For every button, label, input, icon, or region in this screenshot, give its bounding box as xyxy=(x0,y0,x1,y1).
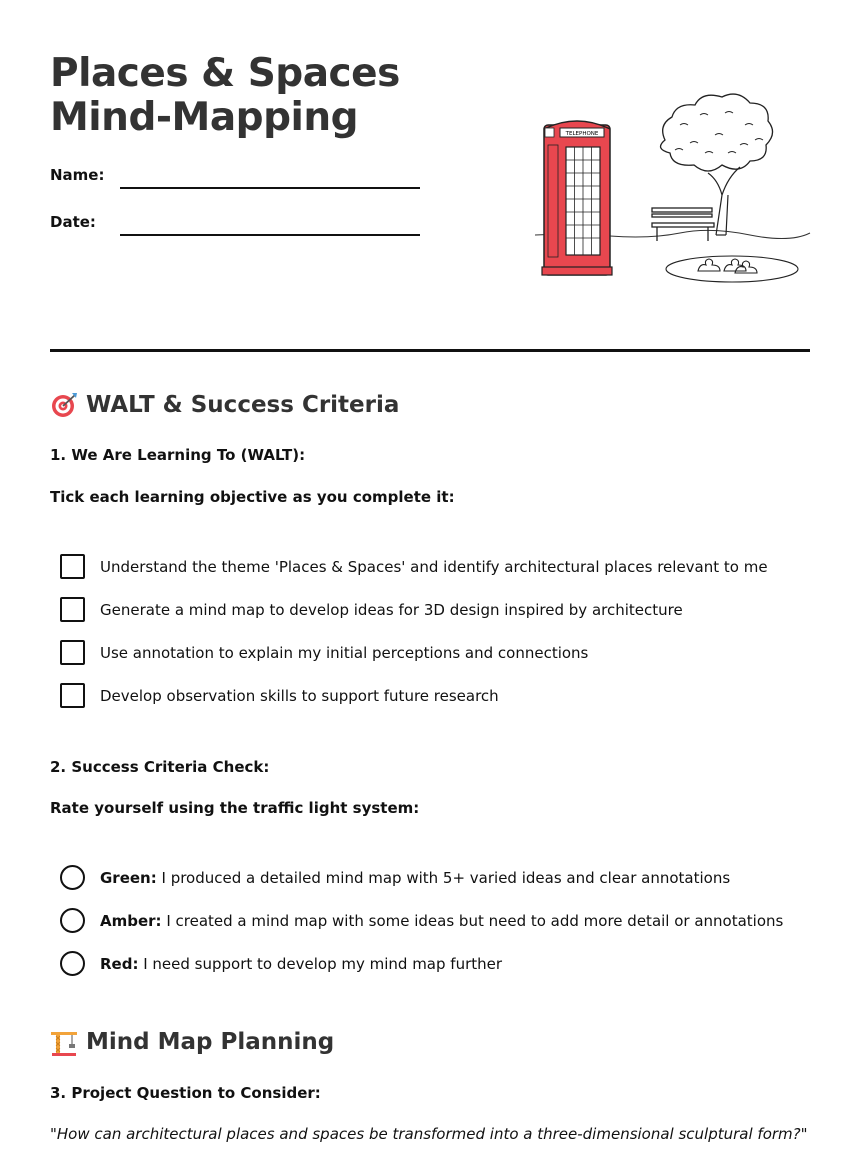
pond-icon xyxy=(666,256,798,282)
project-question-text: "How can architectural places and spaces be transformed into a three-dimensional sculptural form?" xyxy=(50,1125,808,1143)
rating-amber xyxy=(60,908,783,933)
objective-text: Use annotation to explain my initial perceptions and connections xyxy=(100,643,589,662)
date-input-line[interactable] xyxy=(120,234,420,236)
name-input-line[interactable] xyxy=(120,187,420,189)
objective-checkbox[interactable] xyxy=(60,597,85,622)
target-icon xyxy=(50,391,78,419)
rating-key: Green: xyxy=(100,868,157,887)
walt-instruction: Tick each learning objective as you complete it: xyxy=(50,488,455,506)
rating-green xyxy=(60,865,730,890)
name-field xyxy=(50,166,104,184)
telephone-booth-park-illustration xyxy=(530,85,815,290)
objective-checkbox[interactable] xyxy=(60,683,85,708)
name-label: Name: xyxy=(50,166,105,184)
rating-text: I produced a detailed mind map with 5+ varied ideas and clear annotations xyxy=(156,868,731,887)
objective-text: Generate a mind map to develop ideas for 3D design inspired by architecture xyxy=(100,600,683,619)
rating-text: I need support to develop my mind map further xyxy=(138,954,503,973)
date-label: Date: xyxy=(50,213,96,231)
walt-section-heading xyxy=(50,391,399,419)
objective-text: Understand the theme 'Places & Spaces' and identify architectural places relevant to me xyxy=(100,557,768,576)
booth-sign: TELEPHONE xyxy=(565,131,599,137)
mind-map-heading-text: Mind Map Planning xyxy=(86,1029,335,1055)
walt-label: 1. We Are Learning To (WALT): xyxy=(50,446,306,464)
rating-key: Red: xyxy=(100,954,139,973)
objective-checkbox[interactable] xyxy=(60,554,85,579)
page-title: Places & Spaces Mind-Mapping xyxy=(50,51,400,140)
mind-map-section-heading xyxy=(50,1028,334,1056)
rating-text: I created a mind map with some ideas but need to add more detail or annotations xyxy=(161,911,784,930)
rating-key: Amber: xyxy=(100,911,162,930)
objective-item xyxy=(60,597,683,622)
objective-item xyxy=(60,554,768,579)
walt-heading-text: WALT & Success Criteria xyxy=(86,392,400,418)
objective-item xyxy=(60,683,499,708)
success-criteria-label: 2. Success Criteria Check: xyxy=(50,758,270,776)
objective-text: Develop observation skills to support future research xyxy=(100,686,499,705)
building-construction-icon xyxy=(50,1028,78,1056)
rating-radio[interactable] xyxy=(60,908,85,933)
section-divider xyxy=(50,349,810,352)
telephone-booth-icon xyxy=(542,121,612,275)
date-field xyxy=(50,213,96,231)
success-criteria-instruction: Rate yourself using the traffic light system: xyxy=(50,799,420,817)
rating-radio[interactable] xyxy=(60,951,85,976)
rating-radio[interactable] xyxy=(60,865,85,890)
rating-red xyxy=(60,951,502,976)
project-question-label: 3. Project Question to Consider: xyxy=(50,1084,321,1102)
objective-item xyxy=(60,640,588,665)
objective-checkbox[interactable] xyxy=(60,640,85,665)
